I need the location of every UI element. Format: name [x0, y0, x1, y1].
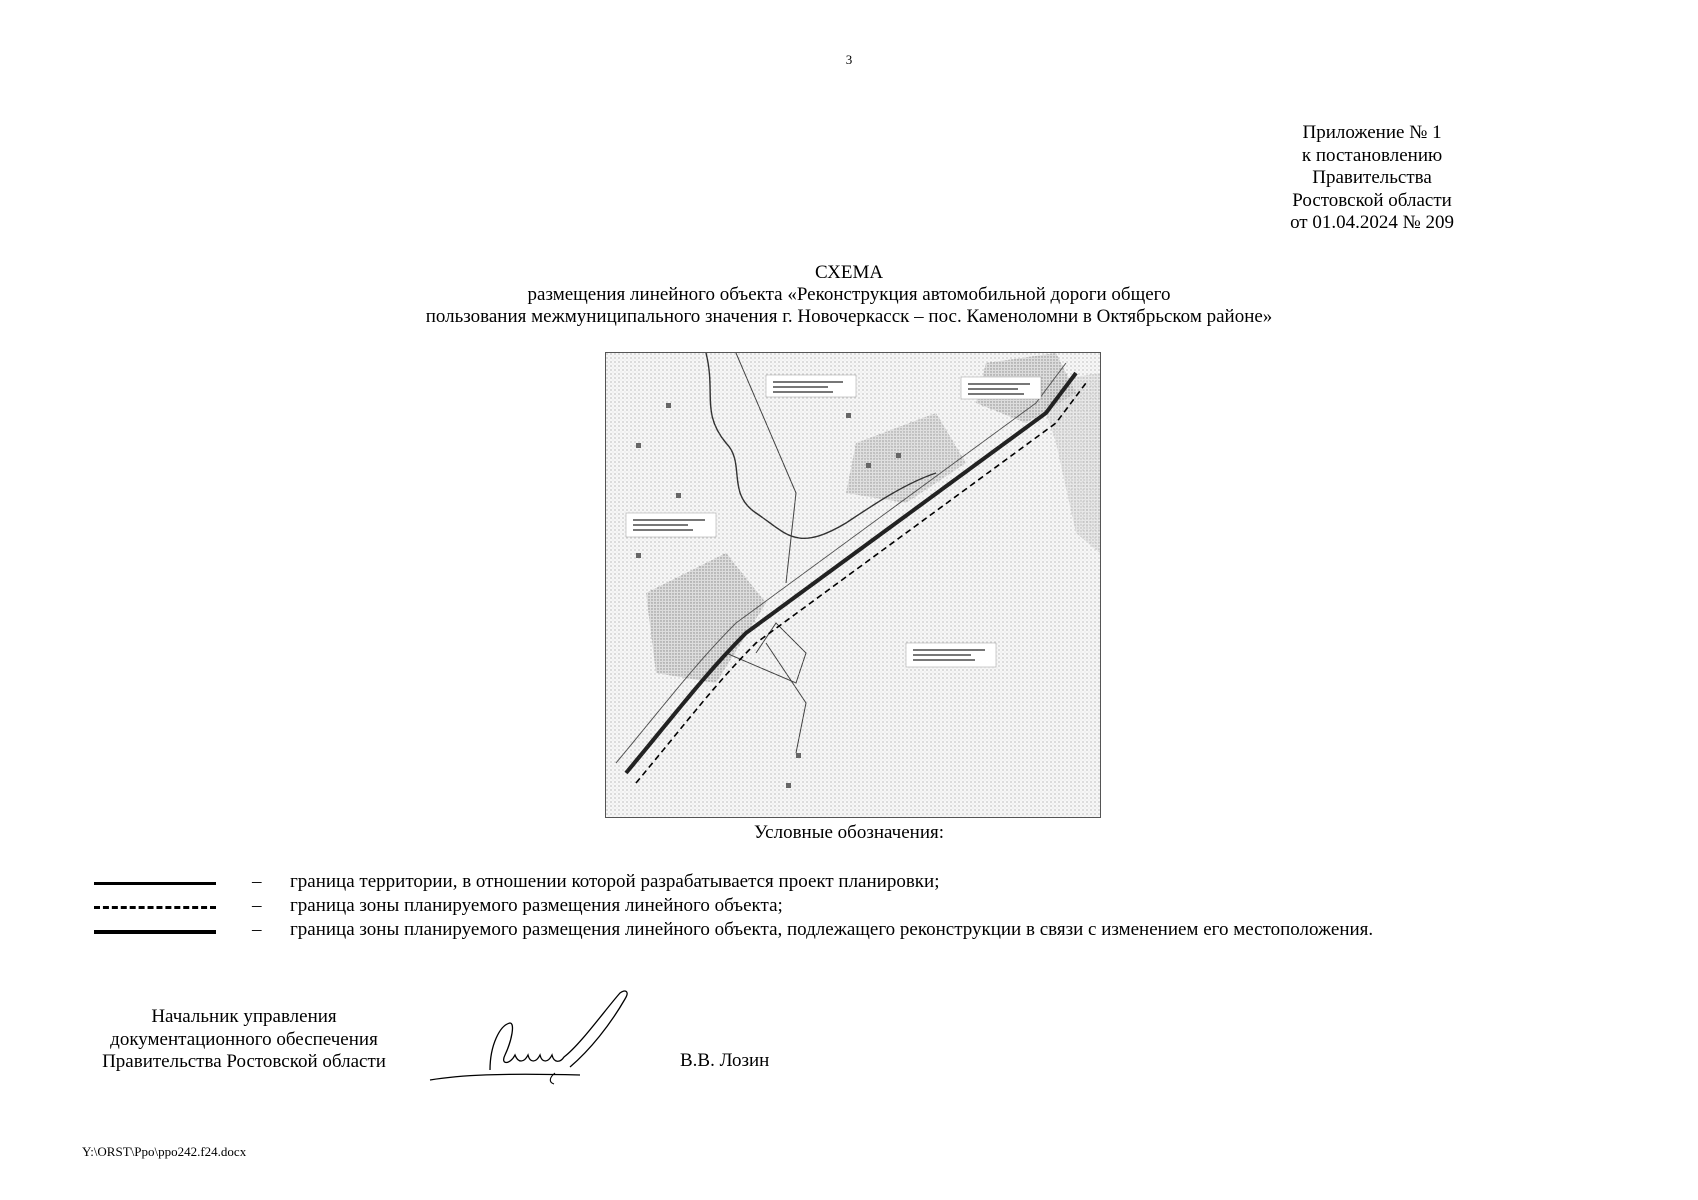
scheme-title: СХЕМА — [814, 262, 884, 283]
appendix-line: Приложение № 1 — [1302, 122, 1442, 143]
legend-dash: – — [252, 919, 262, 940]
legend-text: граница зоны планируемого размещения линейного объекта; — [290, 895, 783, 916]
legend-text: граница территории, в отношении которой разрабатывается проект планировки; — [290, 871, 940, 892]
scheme-title-block — [0, 262, 1698, 328]
legend-sample-solid-thick — [94, 930, 216, 934]
page-number: 3 — [845, 52, 853, 67]
appendix-line: к постановлению — [1301, 144, 1443, 166]
scheme-subtitle-line: размещения линейного объекта «Реконструкция автомобильной дороги общего — [527, 284, 1171, 305]
legend-title: Условные обозначения: — [753, 822, 945, 843]
signer-title-line: Начальник управления — [151, 1006, 337, 1027]
file-path: Y:\ORST\Ppo\ppo242.f24.docx — [82, 1144, 247, 1159]
handwritten-signature — [420, 985, 650, 1085]
legend-text: граница зоны планируемого размещения линейного объекта, подлежащего реконструкции в связи с изменением его местоположения. — [290, 919, 1374, 940]
legend-item — [94, 870, 1594, 894]
appendix-line: от 01.04.2024 № 209 — [1290, 212, 1454, 233]
legend-item — [94, 918, 1594, 942]
scheme-map — [605, 352, 1101, 818]
legend-item — [94, 894, 1594, 918]
appendix-block — [1290, 122, 1454, 235]
legend-sample-solid — [94, 882, 216, 885]
signer-title-line: документационного обеспечения — [110, 1028, 378, 1050]
signer-title-block — [84, 1006, 404, 1074]
legend-sample-dashed — [94, 906, 216, 909]
legend-dash: – — [252, 895, 262, 916]
scheme-subtitle-line: пользования межмуниципального значения г. Новочеркасск – пос. Каменоломни в Октябрьском районе» — [425, 306, 1273, 327]
legend-dash: – — [252, 871, 262, 892]
signer-name: В.В. Лозин — [680, 1050, 770, 1071]
map-drawing — [606, 353, 1100, 817]
appendix-line: Ростовской области — [1292, 189, 1452, 211]
appendix-line: Правительства — [1312, 167, 1432, 188]
signer-title-line: Правительства Ростовской области — [102, 1051, 386, 1072]
